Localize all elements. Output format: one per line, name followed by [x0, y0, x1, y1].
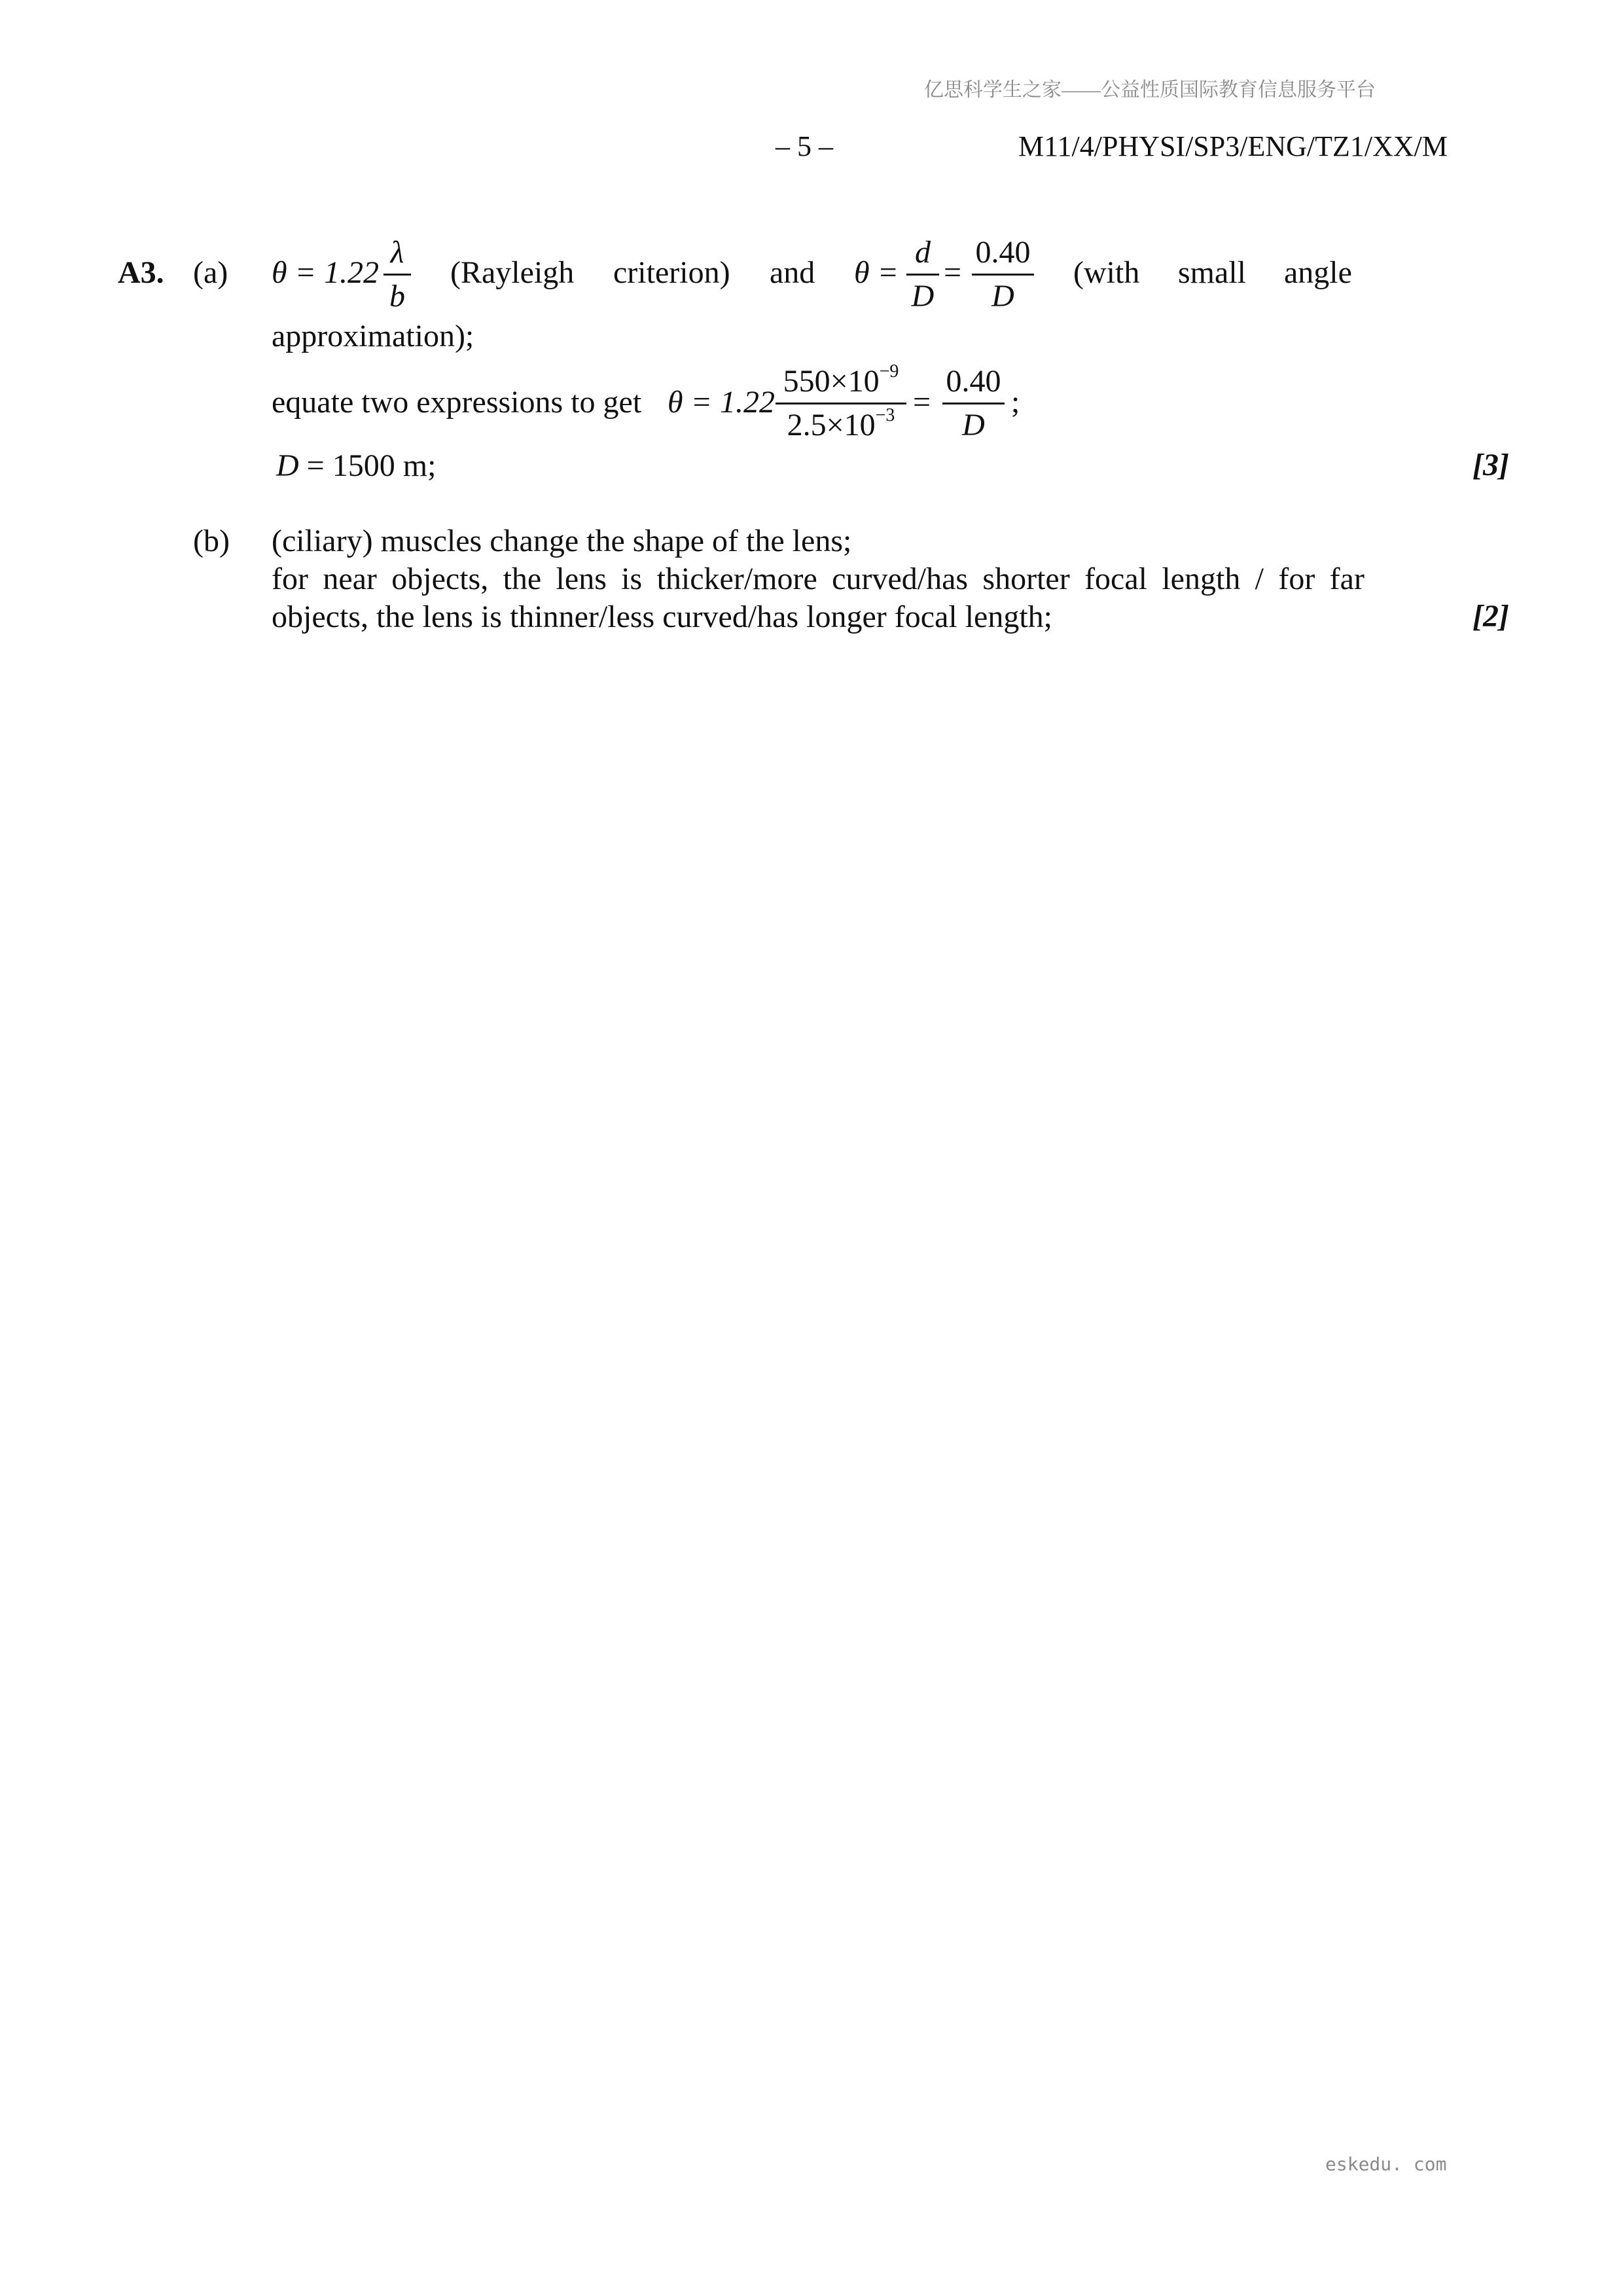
part-b-line-2 — [272, 560, 1364, 598]
rayleigh-word: (Rayleigh — [450, 255, 575, 290]
eq1-lhs — [272, 254, 379, 292]
marks-b: [2] — [1472, 599, 1509, 634]
fraction-bar — [942, 403, 1005, 404]
word: is — [621, 562, 643, 596]
word: shorter — [982, 562, 1070, 596]
word: near — [323, 562, 377, 596]
with-word: (with — [1073, 255, 1140, 290]
word: focal — [1084, 562, 1147, 596]
line3-frac1-denominator: $2.5\times 10^{-3}$ — [787, 405, 895, 442]
word: thicker/more — [656, 562, 817, 596]
line3-fraction-1 — [776, 363, 906, 444]
criterion-word: criterion) — [613, 255, 730, 290]
eq2-frac2-denominator: D — [991, 279, 1014, 314]
word: objects, — [391, 562, 489, 596]
line3-equals: = — [913, 385, 931, 420]
fraction-bar — [776, 403, 906, 404]
line3-semicolon: ; — [1011, 385, 1020, 420]
eq2-frac1-numerator: d — [915, 235, 931, 270]
eq2-fraction-2 — [972, 234, 1034, 315]
marks-a: [3] — [1472, 448, 1509, 482]
eq1-fraction — [383, 234, 411, 315]
word: / — [1255, 562, 1264, 596]
word: length — [1162, 562, 1241, 596]
page-number: – 5 – — [776, 130, 833, 162]
result-value: = 1500 m; — [298, 448, 437, 483]
approximation-line: approximation); — [272, 319, 474, 353]
line3-lhs: θ = 1.22 — [668, 385, 775, 420]
eq1-denominator: b — [389, 279, 405, 314]
part-b-line-1: (ciliary) muscles change the shape of the lens; — [272, 524, 852, 558]
line3-frac2-denominator: D — [962, 408, 985, 442]
word: curved/has — [832, 562, 969, 596]
word: for — [1278, 562, 1315, 596]
equate-text: equate two expressions to get — [272, 385, 642, 420]
part-a-label: (a) — [193, 255, 228, 290]
fraction-bar — [906, 274, 939, 276]
watermark-top: 亿思科学生之家——公益性质国际教育信息服务平台 — [924, 79, 1376, 101]
fraction-bar — [972, 274, 1034, 276]
eq2-frac1-denominator: D — [911, 279, 935, 314]
word: the — [503, 562, 542, 596]
small-word: small — [1178, 255, 1246, 290]
word: far — [1329, 562, 1364, 596]
word: lens — [556, 562, 607, 596]
watermark-bottom: eskedu. com — [1325, 2153, 1447, 2175]
line3-frac1-numerator: $550\times 10^{-9}$ — [783, 361, 899, 399]
result-variable: D — [276, 448, 299, 483]
line3-frac2-numerator: 0.40 — [946, 364, 1001, 399]
result-line — [276, 447, 436, 485]
word: for — [272, 562, 308, 596]
eq2-frac2-numerator: 0.40 — [975, 235, 1031, 270]
eq2-lhs: θ = — [854, 255, 899, 290]
angle-word: angle — [1284, 255, 1352, 290]
part-b-line-3: objects, the lens is thinner/less curved/has longer focal length; — [272, 600, 1053, 634]
eq2-fraction-1 — [906, 234, 939, 315]
line3-fraction-2 — [942, 363, 1005, 444]
theta-symbol: θ = 1.22 — [272, 255, 379, 290]
document-code: M11/4/PHYSI/SP3/ENG/TZ1/XX/M — [1018, 130, 1448, 162]
eq2-equals: = — [944, 255, 962, 290]
fraction-bar — [383, 274, 411, 276]
eq1-numerator: λ — [390, 235, 404, 270]
and-word: and — [770, 255, 815, 290]
part-b-label: (b) — [193, 524, 230, 558]
question-number: A3. — [118, 255, 164, 290]
